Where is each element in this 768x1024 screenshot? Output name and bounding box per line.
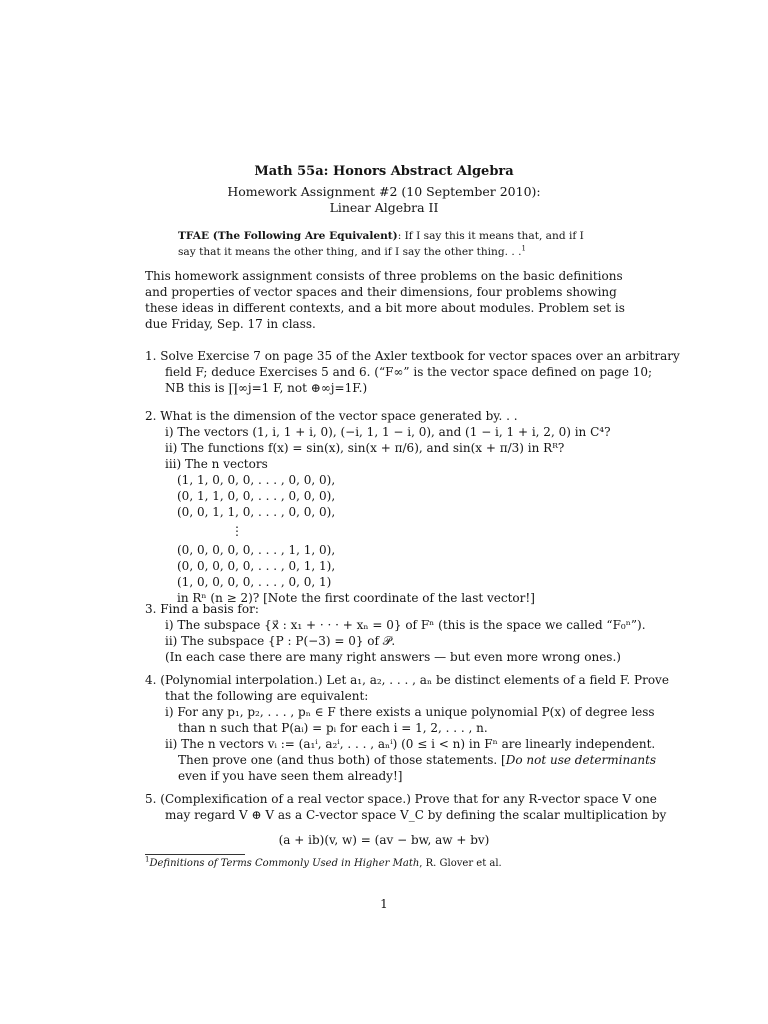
vector-6: (1, 0, 0, 0, 0, . . . , 0, 0, 1) <box>177 575 332 589</box>
footnote-author: , R. Glover et al. <box>419 858 502 869</box>
intro-paragraph: This homework assignment consists of three problems on the basic definitions and properties of vector spaces and their dimensions, four problems showing these ideas in different contexts, and a bit more about modules. Problem set is due Friday, Sep. 17 in class. <box>145 269 625 331</box>
problem-2-line-1: 2. What is the dimension of the vector space generated by. . . <box>145 409 518 423</box>
subtitle-line-1: Homework Assignment #2 (10 September 2010): <box>227 184 541 199</box>
tfae-text-2: say that it means the other thing, and if I say the other thing. . . <box>178 246 522 258</box>
vertical-dots: ⋮ <box>231 524 243 538</box>
problem-4-line-4: than n such that P(aᵢ) = pᵢ for each i = 1, 2, . . . , n. <box>178 721 488 735</box>
problem-3-line-3: ii) The subspace {P : P(−3) = 0} of 𝒫. <box>165 634 396 648</box>
problem-4-line-2: that the following are equivalent: <box>165 689 369 703</box>
problem-2-line-2: i) The vectors (1, i, 1 + i, 0), (−i, 1, 1 − i, 0), and (1 − i, 1 + i, 2, 0) in C⁴? <box>165 425 611 439</box>
page-number: 1 <box>380 897 388 911</box>
problem-1-line-3: NB this is ∏∞j=1 F, not ⊕∞j=1F.) <box>165 381 368 395</box>
scalar-multiplication-formula: (a + ib)(v, w) = (av − bw, aw + bv) <box>278 833 490 847</box>
vector-5: (0, 0, 0, 0, 0, . . . , 0, 1, 1), <box>177 559 336 573</box>
problem-5-line-1: 5. (Complexification of a real vector space.) Prove that for any R-vector space V one <box>145 792 657 806</box>
problem-3-line-4: (In each case there are many right answers — but even more wrong ones.) <box>165 650 621 664</box>
problem-4-line-5: ii) The n vectors vᵢ := (a₁ⁱ, a₂ⁱ, . . . , aₙⁱ) (0 ≤ i < n) in Fⁿ are linearly independent. <box>165 737 656 751</box>
tfae-epigraph <box>178 228 603 260</box>
vector-1: (1, 1, 0, 0, 0, . . . , 0, 0, 0), <box>177 473 336 487</box>
footnote <box>145 855 502 869</box>
tfae-bold: TFAE (The Following Are Equivalent) <box>178 230 398 242</box>
footnote-rule <box>145 854 245 855</box>
problem-4-line-6 <box>145 752 657 768</box>
problem-4-line-7: even if you have seen them already!] <box>178 769 403 783</box>
footnote-marker: 1 <box>521 244 526 253</box>
problem-1-line-2: field F; deduce Exercises 5 and 6. (“F∞” is the vector space defined on page 10; <box>165 365 653 379</box>
problem-4 <box>145 672 669 784</box>
vector-4: (0, 0, 0, 0, 0, . . . , 1, 1, 0), <box>177 543 336 557</box>
subtitle-line-2: Linear Algebra II <box>329 200 439 215</box>
problem-2-line-4: iii) The n vectors <box>165 457 268 471</box>
problem-2 <box>145 408 630 606</box>
problem-4-line-1: 4. (Polynomial interpolation.) Let a₁, a₂, . . . , aₙ be distinct elements of a field F. Prove <box>145 673 669 687</box>
problem-5 <box>145 791 667 823</box>
problem-4-text-6b: Do not use determinants <box>505 753 657 767</box>
tfae-text-1: : If I say this it means that, and if I <box>397 230 584 242</box>
vector-3: (0, 0, 1, 1, 0, . . . , 0, 0, 0), <box>177 505 336 519</box>
document-subtitle <box>0 184 768 216</box>
problem-3 <box>145 601 646 665</box>
problem-1-line-1: 1. Solve Exercise 7 on page 35 of the Axler textbook for vector spaces over an arbitrary <box>145 349 680 363</box>
problem-5-line-2: may regard V ⊕ V as a C-vector space V_C by defining the scalar multiplication by <box>165 808 667 822</box>
problem-3-line-1: 3. Find a basis for: <box>145 602 259 616</box>
footnote-mark: 1 <box>145 855 150 864</box>
problem-4-line-3: i) For any p₁, p₂, . . . , pₙ ∈ F there exists a unique polynomial P(x) of degree less <box>165 705 655 719</box>
footnote-title: Definitions of Terms Commonly Used in Higher Math <box>149 858 420 869</box>
problem-2-line-3: ii) The functions f(x) = sin(x), sin(x + π/6), and sin(x + π/3) in Rᴿ? <box>165 441 565 455</box>
problem-4-text-6a: Then prove one (and thus both) of those statements. [ <box>178 753 506 767</box>
document-title: Math 55a: Honors Abstract Algebra <box>254 164 514 179</box>
problem-2-line-5: in Rⁿ (n ≥ 2)? [Note the first coordinate of the last vector!] <box>177 591 535 605</box>
problem-3-line-2: i) The subspace {x⃗ : x₁ + · · · + xₙ = 0} of Fⁿ (this is the space we called “F₀ⁿ”). <box>165 618 646 632</box>
problem-1 <box>145 348 680 396</box>
vector-2: (0, 1, 1, 0, 0, . . . , 0, 0, 0), <box>177 489 336 503</box>
